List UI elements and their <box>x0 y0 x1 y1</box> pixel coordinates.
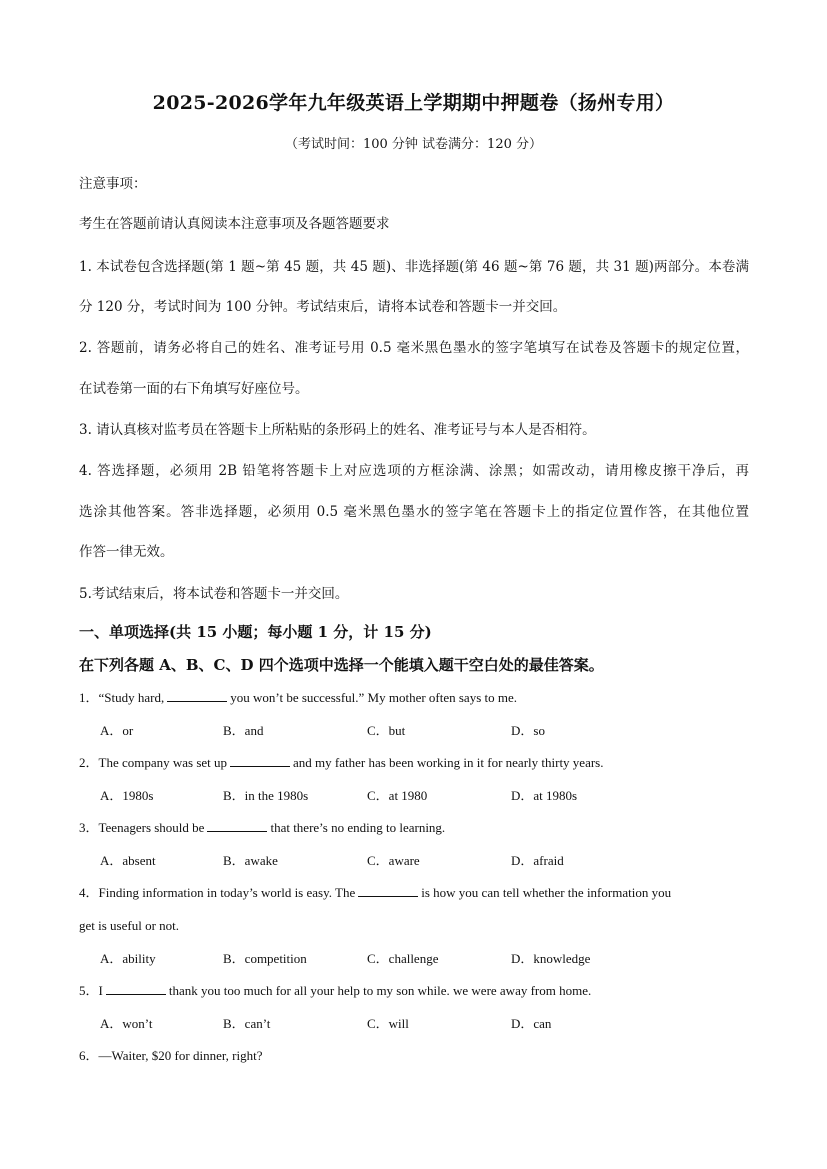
notice-item-1-line-2: 分 120 分，考试时间为 100 分钟。考试结束后，请将本试卷和答题卡一并交回。 <box>79 299 567 315</box>
notice-item-4-line-1: 4. 答选择题，必须用 2B 铅笔将答题卡上对应选项的方框涂满、涂黑；如需改动，请用橡皮擦干净后，再 <box>79 463 749 479</box>
question-2-option-b: B．in the 1980s <box>223 788 309 803</box>
question-1-option-a: A．or <box>100 723 134 738</box>
question-4-option-b: B．competition <box>223 951 307 966</box>
answer-blank <box>358 884 418 897</box>
question-3-option-c: C．aware <box>367 853 420 868</box>
notice-item-3-line-1: 3. 请认真核对监考员在答题卡上所粘贴的条形码上的姓名、准考证号与本人是否相符。 <box>79 422 596 438</box>
answer-blank <box>230 754 290 767</box>
question-1-stem-end: you won’t be successful.” My mother often says to me. <box>230 690 518 705</box>
question-1-option-b: B．and <box>223 723 264 738</box>
notice-item-4-line-2: 选涂其他答案。答非选择题，必须用 0.5 毫米黑色墨水的签字笔在答题卡上的指定位置作答，在其他位置 <box>79 504 749 520</box>
question-4-option-d: D．knowledge <box>511 951 591 966</box>
question-2 <box>79 754 604 772</box>
notice-heading: 注意事项： <box>79 176 147 192</box>
question-5-option-a: A．won’t <box>100 1016 153 1031</box>
question-2-option-c: C．at 1980 <box>367 788 428 803</box>
question-3-option-a: A．absent <box>100 853 156 868</box>
question-5-stem-start: 5．I <box>79 983 103 998</box>
question-5 <box>79 982 591 1000</box>
question-5-option-d: D．can <box>511 1016 552 1031</box>
question-3-option-b: B．awake <box>223 853 278 868</box>
question-2-stem-end: and my father has been working in it for nearly thirty years. <box>293 755 604 770</box>
question-1-option-d: D．so <box>511 723 545 738</box>
question-4-option-a: A．ability <box>100 951 156 966</box>
question-5-option-c: C．will <box>367 1016 409 1031</box>
section-heading: 一、单项选择(共 15 小题；每小题 1 分，计 15 分) <box>79 623 432 641</box>
exam-info: （考试时间：100 分钟 试卷满分：120 分） <box>284 137 543 152</box>
notice-item-1-line-1: 1. 本试卷包含选择题(第 1 题~第 45 题，共 45 题)、非选择题(第 46 题~第 76 题，共 31 题)两部分。本卷满 <box>79 259 749 275</box>
question-5-option-b: B．can’t <box>223 1016 271 1031</box>
question-2-option-d: D．at 1980s <box>511 788 578 803</box>
question-3-stem-start: 3．Teenagers should be <box>79 820 205 835</box>
question-2-option-a: A．1980s <box>100 788 154 803</box>
question-1-stem-start: 1．“Study hard, <box>79 690 165 705</box>
notice-item-2-line-1: 2. 答题前，请务必将自己的姓名、准考证号用 0.5 毫米黑色墨水的签字笔填写在试卷及答题卡的规定位置， <box>79 340 749 356</box>
question-3-stem-end: that there’s no ending to learning. <box>270 820 446 835</box>
question-1-option-c: C．but <box>367 723 406 738</box>
question-4-stem-start: 4．Finding information in today’s world is easy. The <box>79 885 356 900</box>
answer-blank <box>167 689 227 702</box>
section-instruction: 在下列各题 A、B、C、D 四个选项中选择一个能填入题干空白处的最佳答案。 <box>79 656 604 674</box>
page-title: 2025-2026学年九年级英语上学期期中押题卷（扬州专用） <box>152 92 675 114</box>
question-6: 6．—Waiter, $20 for dinner, right? <box>79 1048 263 1063</box>
question-4 <box>79 884 671 902</box>
answer-blank <box>207 819 267 832</box>
notice-item-4-line-3: 作答一律无效。 <box>79 544 174 560</box>
question-1 <box>79 689 517 707</box>
notice-intro: 考生在答题前请认真阅读本注意事项及各题答题要求 <box>79 216 390 232</box>
question-2-stem-start: 2．The company was set up <box>79 755 228 770</box>
question-4-option-c: C．challenge <box>367 951 439 966</box>
question-3-option-d: D．afraid <box>511 853 564 868</box>
answer-blank <box>106 982 166 995</box>
notice-item-5-line-1: 5.考试结束后，将本试卷和答题卡一并交回。 <box>79 586 349 602</box>
notice-item-2-line-2: 在试卷第一面的右下角填写好座位号。 <box>79 381 309 397</box>
question-4-continuation: get is useful or not. <box>79 918 180 933</box>
question-4-stem-end: is how you can tell whether the information you <box>421 885 672 900</box>
question-3 <box>79 819 445 837</box>
question-5-stem-end: thank you too much for all your help to my son while. we were away from home. <box>168 983 592 998</box>
